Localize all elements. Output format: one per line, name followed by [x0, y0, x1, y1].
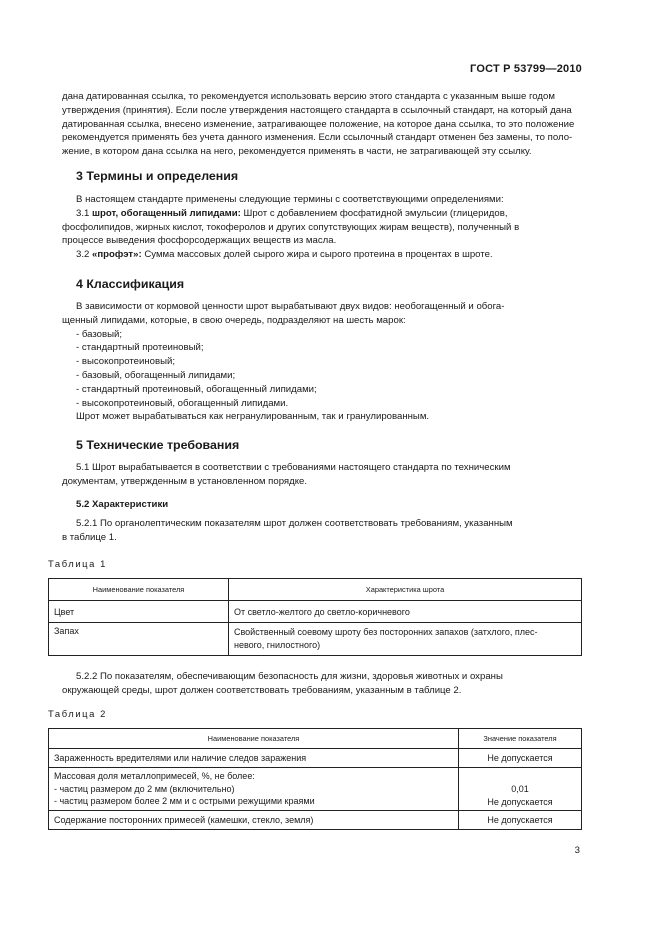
para-5-1: 5.1 Шрот вырабатывается в соответствии с требованиями настоящего стандарта по техническим — [76, 462, 511, 473]
table-cell — [459, 768, 582, 811]
list-item: - высокопротеиновый; — [76, 356, 176, 368]
section-5-1 — [62, 461, 583, 489]
section-4-para: В зависимости от кормовой ценности шрот вырабатывают двух видов: необогащенный и обога- — [76, 301, 505, 312]
section-4-body — [62, 300, 583, 424]
table-cell: Зараженность вредителями или наличие следов заражения — [49, 749, 459, 768]
section-4-tail: Шрот может вырабатываться как негранулированным, так и гранулированным. — [76, 411, 430, 423]
para-5-2-2: 5.2.2 По показателям, обеспечивающим безопасность для жизни, здоровья животных и охраны — [76, 671, 503, 682]
section-3-body — [62, 193, 583, 262]
page-number: 3 — [574, 845, 580, 856]
para-5-2-1: в таблице 1. — [62, 531, 117, 543]
table-cell: Не допускается — [459, 811, 582, 830]
intro-line: жение, в котором дана ссылка на него, рекомендуется применять в части, не затрагивающей эту ссылку. — [62, 146, 532, 158]
section-4-title: 4 Классификация — [76, 277, 185, 291]
section-5-title: 5 Технические требования — [76, 438, 240, 452]
term-number: 3.1 — [76, 207, 90, 219]
cell-line: Свойственный соевому шроту без посторонних запахов (затхлого, плес- — [234, 627, 538, 637]
table-1-caption: Таблица 1 — [48, 558, 107, 569]
cell-line: невого, гнилостного) — [234, 640, 321, 650]
section-5-2-2 — [62, 670, 583, 698]
cell-line: - частиц размером более 2 мм и с острыми режущими краями — [54, 796, 315, 807]
table-1 — [48, 578, 582, 656]
table-header-row — [49, 729, 582, 749]
para-5-2-1: 5.2.1 По органолептическим показателям шрот должен соответствовать требованиям, указанным — [76, 518, 513, 529]
section-5-2-1 — [62, 517, 583, 545]
term-name: «профэт»: — [92, 249, 142, 261]
table-row — [49, 749, 582, 768]
column-header: Наименование показателя — [49, 729, 459, 749]
section-3-title: 3 Термины и определения — [76, 169, 239, 183]
table-row — [49, 601, 582, 623]
list-item: - базовый; — [76, 328, 123, 340]
table-cell: Содержание посторонних примесей (камешки, стекло, земля) — [49, 811, 459, 830]
table-header-row — [49, 579, 582, 601]
list-item: - базовый, обогащенный липидами; — [76, 369, 236, 381]
intro-paragraph — [62, 90, 583, 159]
cell-line: Не допускается — [487, 796, 553, 807]
term-name: шрот, обогащенный липидами: — [92, 207, 241, 219]
term-3-1-line: фосфолипидов, жирных кислот, токоферолов и других сопутствующих жирам веществ), полученный в — [62, 221, 520, 233]
table-cell: Цвет — [49, 601, 229, 623]
list-item: - стандартный протеиновый, обогащенный липидами; — [76, 383, 317, 395]
table-cell: От светло-желтого до светло-коричневого — [229, 601, 582, 623]
table-cell: Не допускается — [459, 749, 582, 768]
table-cell — [49, 768, 459, 811]
document-id: ГОСТ Р 53799—2010 — [470, 63, 582, 75]
term-definition: Сумма массовых долей сырого жира и сырого протеина в процентах в шроте. — [144, 249, 493, 261]
table-row — [49, 811, 582, 830]
list-item: - стандартный протеиновый; — [76, 342, 204, 354]
intro-line: утверждения (принятия). Если после утверждения настоящего стандарта в ссылочный стандарт, на который дана — [62, 104, 572, 116]
list-item: - высокопротеиновый, обогащенный липидами. — [76, 397, 289, 409]
term-3-1 — [62, 207, 583, 221]
cell-line: Массовая доля металлопримесей, %, не более: — [54, 771, 255, 782]
term-number: 3.2 — [76, 249, 90, 261]
intro-line: рекомендуется применять без учета данного изменения. Если ссылочный стандарт отменен без замены, то поло- — [62, 132, 573, 144]
table-row — [49, 768, 582, 811]
table-cell: Запах — [49, 623, 229, 656]
term-3-2 — [62, 248, 583, 262]
column-header: Значение показателя — [459, 729, 582, 749]
term-definition: Шрот с добавлением фосфатидной эмульсии (глицеридов, — [243, 207, 508, 219]
table-2 — [48, 728, 582, 830]
subsection-5-2-title: 5.2 Характеристики — [76, 499, 169, 510]
table-row — [49, 623, 582, 656]
intro-line: дана датированная ссылка, то рекомендуется использовать версию этого стандарта с указанным выше годом — [62, 91, 555, 102]
table-2-caption: Таблица 2 — [48, 708, 107, 719]
term-3-1-line: процессе выведения фосфорсодержащих веществ из масла. — [62, 235, 337, 247]
section-3-lead: В настоящем стандарте применены следующие термины с соответствующими определениями: — [76, 194, 504, 205]
cell-line: - частиц размером до 2 мм (включительно) — [54, 783, 235, 794]
section-4-para: щенный липидами, которые, в свою очередь, подразделяют на шесть марок: — [62, 314, 406, 326]
intro-line: датированная ссылка, внесено изменение, затрагивающее положение, на которое дана ссылка, то это положение — [62, 118, 575, 130]
cell-line: 0,01 — [511, 784, 529, 794]
column-header: Наименование показателя — [49, 579, 229, 601]
column-header: Характеристика шрота — [229, 579, 582, 601]
para-5-1: документам, утвержденным в установленном порядке. — [62, 475, 308, 487]
para-5-2-2: окружающей среды, шрот должен соответствовать требованиям, указанным в таблице 2. — [62, 684, 462, 696]
table-cell — [229, 623, 582, 656]
